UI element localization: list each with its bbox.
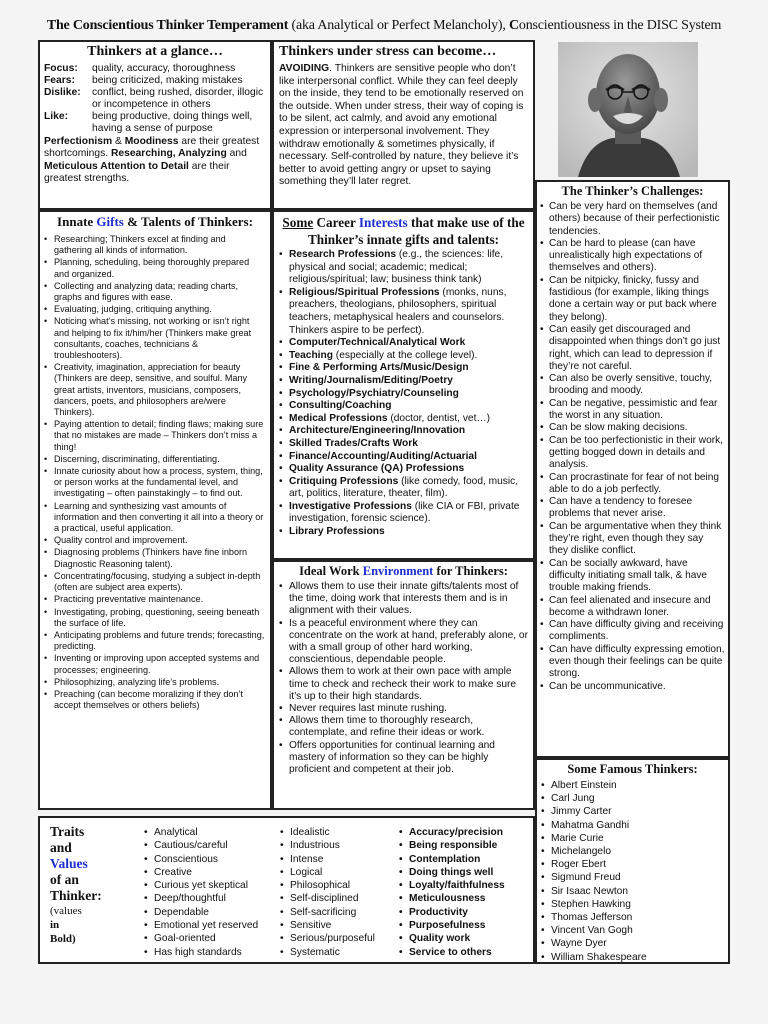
glance-panel <box>38 40 272 210</box>
list-item: • Can be argumentative when they think they’re right, even though they say they dislike conflict. <box>540 521 725 558</box>
list-item: • Roger Ebert <box>541 858 724 871</box>
list-item: • Emotional yet reserved <box>144 919 258 932</box>
list-item: • Being responsible <box>399 839 505 852</box>
list-item: • Sensitive <box>280 919 375 932</box>
dislike-row: Dislike: conflict, being rushed, disorder, illogic or incompetence in others <box>44 87 264 110</box>
list-item: • Preaching (can become moralizing if they don’t accept themselves or others beliefs) <box>44 689 266 711</box>
list-item: • Critiquing Professions (like comedy, food, music, art, politics, literature, theater, film). <box>279 476 528 501</box>
gifts-panel <box>38 210 272 810</box>
list-item: • Serious/purposeful <box>280 932 375 945</box>
list-item: • Is a peaceful environment where they can concentrate on the work at hand, preferably alone, or with a small group of other hard working, conscientious, dependable people. <box>279 618 528 667</box>
list-item: • Wayne Dyer <box>541 937 724 950</box>
list-item: • Has high standards <box>144 946 258 959</box>
list-item: • Carl Jung <box>541 792 724 805</box>
list-item: • Goal-oriented <box>144 932 258 945</box>
list-item: • Quality Assurance (QA) Professions <box>279 463 528 476</box>
list-item: • Productivity <box>399 906 505 919</box>
list-item: • Can also be overly sensitive, touchy, brooding and moody. <box>540 373 725 398</box>
list-item: • Stephen Hawking <box>541 898 724 911</box>
glance-heading: Thinkers at a glance… <box>87 44 223 59</box>
list-item: • Contemplation <box>399 853 505 866</box>
list-item: • Research Professions (e.g., the sciences: life, physical and social; academic; medical; religious/spiritual; law; business think tank) <box>279 249 528 287</box>
list-item: • Offers opportunities for continual learning and mastery of information so they can be highly proficient and competent at their job. <box>279 740 528 777</box>
list-item: • Industrious <box>280 839 375 852</box>
list-item: • Conscientious <box>144 853 258 866</box>
environment-heading: Ideal Work Environment for Thinkers: <box>299 564 508 578</box>
list-item: • Can have difficulty giving and receiving compliments. <box>540 619 725 644</box>
list-item: • Analytical <box>144 826 258 839</box>
list-item: • Computer/Technical/Analytical Work <box>279 337 528 350</box>
list-item: • Sigmund Freud <box>541 871 724 884</box>
list-item: • Mahatma Gandhi <box>541 819 724 832</box>
list-item: • Practicing preventative maintenance. <box>44 594 266 605</box>
portrait-photo <box>558 42 698 177</box>
list-item: • Sir Isaac Newton <box>541 885 724 898</box>
list-item: • Skilled Trades/Crafts Work <box>279 438 528 451</box>
list-item: • Logical <box>280 866 375 879</box>
list-item: • Curious yet skeptical <box>144 879 258 892</box>
challenges-heading: The Thinker’s Challenges: <box>561 184 704 198</box>
list-item: • Service to others <box>399 946 505 959</box>
list-item: • Allows them to work at their own pace with ample time to check and recheck their work to make sure it’s up to their high standards. <box>279 666 528 703</box>
list-item: • Can easily get discouraged and disappointed when things don’t go just right, which can lead to depression if they’re not careful. <box>540 324 725 373</box>
list-item: • Dependable <box>144 906 258 919</box>
list-item: • Inventing or improving upon accepted systems and processes; engineering. <box>44 653 266 675</box>
list-item: • Michelangelo <box>541 845 724 858</box>
list-item: • Doing things well <box>399 866 505 879</box>
fears-row: Fears: being criticized, making mistakes <box>44 75 243 86</box>
list-item: • Can be socially awkward, have difficulty initiating small talk, & have trouble making friends. <box>540 558 725 595</box>
list-item: • Teaching (especially at the college level). <box>279 350 528 363</box>
list-item: • Philosophizing, analyzing life’s problems. <box>44 677 266 688</box>
traits-panel <box>38 816 535 964</box>
list-item: • Idealistic <box>280 826 375 839</box>
focus-row: Focus: quality, accuracy, thoroughness <box>44 63 236 74</box>
list-item: • Investigating, probing, questioning, seeing beneath the surface of life. <box>44 607 266 629</box>
list-item: • Diagnosing problems (Thinkers have fine inborn Diagnostic Reasoning talent). <box>44 547 266 569</box>
list-item: • Vincent Van Gogh <box>541 924 724 937</box>
list-item: • Learning and synthesizing vast amounts of information and then converting it all into a theory or a practical, useful application. <box>44 501 266 535</box>
list-item: • Can have a tendency to foresee problems that never arise. <box>540 496 725 521</box>
list-item: • Self-sacrificing <box>280 906 375 919</box>
stress-panel <box>272 40 535 210</box>
list-item: • Researching; Thinkers excel at finding and gathering all kinds of information. <box>44 234 266 256</box>
list-item: • Concentrating/focusing, studying a subject in-depth (often are subject area experts). <box>44 571 266 593</box>
traits-column-2 <box>280 826 375 959</box>
like-row: Like: being productive, doing things well, having a sense of purpose <box>44 111 253 134</box>
list-item: • Can be very hard on themselves (and others) because of their perfectionistic tendencies. <box>540 201 725 238</box>
list-item: • Quality work <box>399 932 505 945</box>
famous-panel <box>535 758 730 964</box>
list-item: • Can have difficulty expressing emotion, even though their feelings can be quite strong. <box>540 644 725 681</box>
list-item: • Evaluating, judging, critiquing anything. <box>44 304 266 315</box>
list-item: • Can procrastinate for fear of not being able to do a job perfectly. <box>540 472 725 497</box>
list-item: • Meticulousness <box>399 892 505 905</box>
list-item: • Finance/Accounting/Auditing/Actuarial <box>279 451 528 464</box>
list-item: • Systematic <box>280 946 375 959</box>
list-item: • William Shakespeare <box>541 951 724 964</box>
list-item: • Cautious/careful <box>144 839 258 852</box>
list-item: • Can feel alienated and insecure and become a withdrawn loner. <box>540 595 725 620</box>
list-item: • Discerning, discriminating, differentiating. <box>44 454 266 465</box>
list-item: • Accuracy/precision <box>399 826 505 839</box>
list-item: • Can be nitpicky, finicky, fussy and fastidious (for example, liking things done a certain way or put back where they belong). <box>540 275 725 324</box>
list-item: • Religious/Spiritual Professions (monks, nuns, preachers, theologians, philosophers, spiritual teachers, metaphysical healers and counselors. Thinkers aspire to be perfect). <box>279 287 528 337</box>
list-item: • Can be too perfectionistic in their work, getting bogged down in details and analysis. <box>540 435 725 472</box>
list-item: • Planning, scheduling, being thoroughly prepared and organized. <box>44 257 266 279</box>
list-item: • Architecture/Engineering/Innovation <box>279 425 528 438</box>
list-item: • Purposefulness <box>399 919 505 932</box>
list-item: • Noticing what’s missing, not working or isn’t right and helping to fix it/him/her (Thinkers make great consultants, coaches, technicians & troubleshooters). <box>44 316 266 361</box>
page-title: The Conscientious Thinker Temperament (aka Analytical or Perfect Melancholy), Conscientiousness in the DISC System <box>46 18 722 33</box>
list-item: • Can be negative, pessimistic and fear the worst in any situation. <box>540 398 725 423</box>
list-item: • Marie Curie <box>541 832 724 845</box>
list-item: • Medical Professions (doctor, dentist, vet…) <box>279 413 528 426</box>
list-item: • Can be hard to please (can have unrealistically high expectations of themselves and others). <box>540 238 725 275</box>
environment-panel <box>272 560 535 810</box>
careers-heading: Some Career Interests that make use of the Thinker’s innate gifts and talents: <box>282 215 525 247</box>
careers-panel <box>272 210 535 560</box>
list-item: • Never requires last minute rushing. <box>279 703 528 715</box>
list-item: • Library Professions <box>279 526 528 539</box>
list-item: • Innate curiosity about how a process, system, thing, or person works at the fundamental level, and investigating – often painstakingly – to find out. <box>44 466 266 500</box>
list-item: • Albert Einstein <box>541 779 724 792</box>
glance-summary: Perfectionism & Moodiness are their greatest shortcomings. Researching, Analyzing and Meticulous Attention to Detail are their greatest strengths. <box>44 136 260 184</box>
list-item: • Philosophical <box>280 879 375 892</box>
list-item: • Writing/Journalism/Editing/Poetry <box>279 375 528 388</box>
list-item: • Thomas Jefferson <box>541 911 724 924</box>
list-item: • Quality control and improvement. <box>44 535 266 546</box>
list-item: • Self-disciplined <box>280 892 375 905</box>
list-item: • Allows them to use their innate gifts/talents most of the time, doing work that interests them and is in alignment with their values. <box>279 581 528 618</box>
list-item: • Deep/thoughtful <box>144 892 258 905</box>
list-item: • Creative <box>144 866 258 879</box>
gifts-heading: Innate Gifts & Talents of Thinkers: <box>57 214 253 229</box>
list-item: • Psychology/Psychiatry/Counseling <box>279 388 528 401</box>
list-item: • Investigative Professions (like CIA or FBI, private investigation, forensic science). <box>279 501 528 526</box>
list-item: • Anticipating problems and future trends; forecasting, predicting. <box>44 630 266 652</box>
list-item: • Consulting/Coaching <box>279 400 528 413</box>
traits-column-1 <box>144 826 258 959</box>
list-item: • Collecting and analyzing data; reading charts, graphs and figures with ease. <box>44 281 266 303</box>
list-item: • Jimmy Carter <box>541 805 724 818</box>
list-item: • Loyalty/faithfulness <box>399 879 505 892</box>
challenges-panel <box>535 180 730 758</box>
list-item: • Fine & Performing Arts/Music/Design <box>279 362 528 375</box>
traits-label: Traits and Values of an Thinker: (values in Bold) <box>50 824 102 945</box>
stress-heading: Thinkers under stress can become… <box>279 44 497 59</box>
list-item: • Allows them time to thoroughly research, contemplate, and refine their ideas or work. <box>279 715 528 739</box>
list-item: • Intense <box>280 853 375 866</box>
famous-heading: Some Famous Thinkers: <box>567 762 698 776</box>
list-item: • Can be uncommunicative. <box>540 681 725 693</box>
list-item: • Creativity, imagination, appreciation for beauty (Thinkers are deep, sensitive, and soulful. Many great artists, inventors, musicians, composers, dancers, poets, and philosophers are/were Thinkers). <box>44 362 266 418</box>
stress-text: AVOIDING. Thinkers are sensitive people who don’t like interpersonal conflict. While they can feel deeply on the inside, they tend to be emotionally reserved on the outside. When under stress, their way of coping is to be silent, act calmly, and avoid any emotional expression or interpersonal involvement. They withdraw emotionally & sometimes physically, if necessary. Self-controlled by nature, they believe it’s better to avoid getting angry or upset to saying something they’ll later regret. <box>279 63 524 188</box>
values-column <box>399 826 505 959</box>
list-item: • Paying attention to detail; finding flaws; making sure that no mistakes are made – Thinkers don’t miss a thing! <box>44 419 266 453</box>
list-item: • Can be slow making decisions. <box>540 422 725 434</box>
